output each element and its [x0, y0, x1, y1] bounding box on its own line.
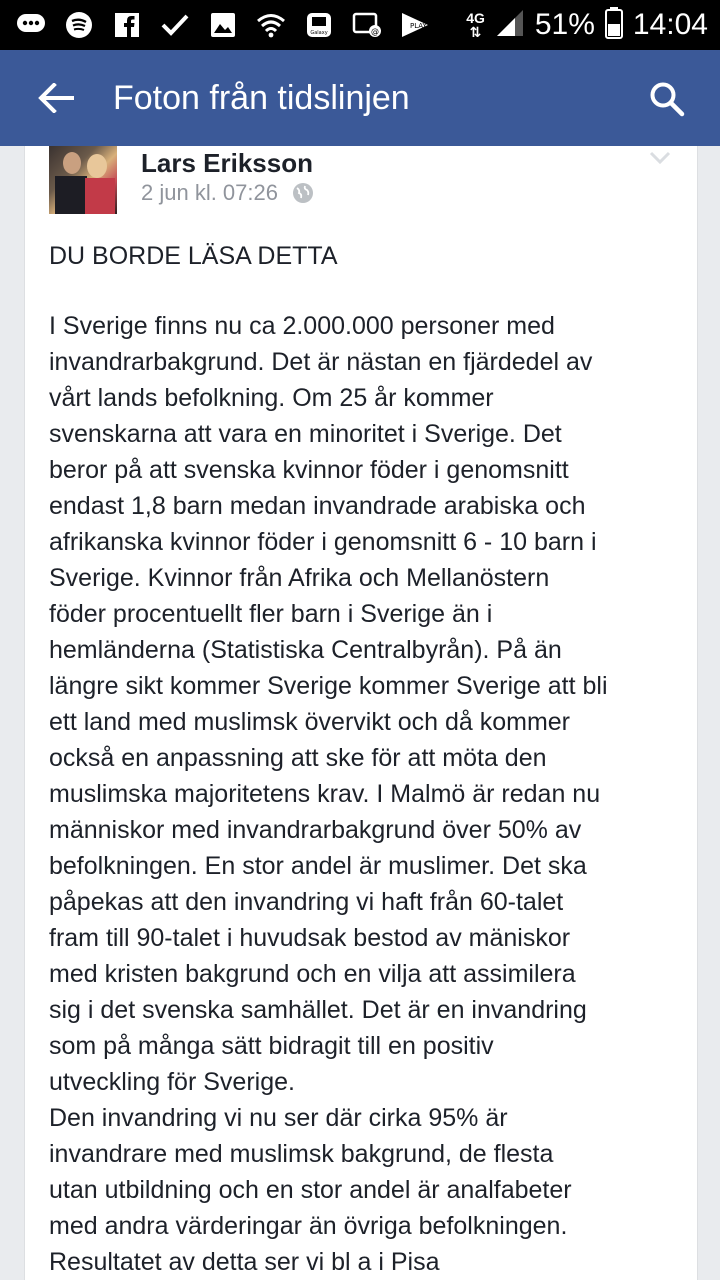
- network-indicator: [466, 11, 485, 39]
- post-text-line: som på många sätt bidragit till en positiv: [49, 1032, 494, 1060]
- post-text-line: Den invandring vi nu ser där cirka 95% är: [49, 1104, 508, 1132]
- svg-text:@: @: [371, 27, 379, 36]
- post-text-line: ett land med muslimsk övervikt och då kommer: [49, 708, 571, 736]
- post-text-line: I Sverige finns nu ca 2.000.000 personer med: [49, 312, 555, 340]
- post-text-line: utveckling för Sverige.: [49, 1068, 295, 1096]
- check-icon: [158, 10, 192, 40]
- back-button[interactable]: [30, 72, 82, 124]
- page-title: Foton från tidslinjen: [113, 79, 410, 117]
- svg-text:PLAY: PLAY: [410, 22, 427, 30]
- post-card: [24, 146, 698, 1280]
- post-text-line: längre sikt kommer Sverige kommer Sverige att bli: [49, 672, 608, 700]
- post-text-line: människor med invandrarbakgrund över 50% av: [49, 816, 582, 844]
- notification-icons: [14, 0, 432, 50]
- post-text: [49, 308, 679, 1280]
- avatar[interactable]: [49, 146, 117, 214]
- system-status: [466, 0, 708, 50]
- search-icon: [649, 81, 685, 117]
- post-text-line: afrikanska kvinnor föder i genomsnitt 6 - 10 barn i: [49, 528, 597, 556]
- signal-icon: [495, 8, 525, 43]
- network-type: 4G: [466, 10, 485, 26]
- post-text-line: endast 1,8 barn medan invandrade arabiska och: [49, 492, 586, 520]
- wifi-icon: [254, 10, 288, 40]
- chevron-down-icon: [649, 150, 671, 166]
- post-text-line: muslimska majoritetens krav. I Malmö är redan nu: [49, 780, 601, 808]
- post-options-button[interactable]: [649, 150, 671, 166]
- post-text-line: Sverige. Kvinnor från Afrika och Mellanöstern: [49, 564, 550, 592]
- post-text-line: påpekas att den invandring vi haft från 60-talet: [49, 888, 564, 916]
- search-button[interactable]: [642, 74, 692, 124]
- post-text-line: fram till 90-talet i huvudsak bestod av mäniskor: [49, 924, 571, 952]
- author-name[interactable]: Lars Eriksson: [141, 148, 313, 178]
- post-text-line: svenskarna att vara en minoritet i Sverige. Det: [49, 420, 562, 448]
- post-heading: DU BORDE LÄSA DETTA: [49, 242, 338, 270]
- post-text-line: hemländerna (Statistiska Centralbyrån). På än: [49, 636, 562, 664]
- data-arrows-icon: ⇅: [469, 24, 482, 40]
- post-text-line: med andra värderingar än övriga befolkningen.: [49, 1212, 568, 1240]
- app-bar: [0, 50, 720, 146]
- post-timestamp[interactable]: 2 jun kl. 07:26: [141, 180, 278, 205]
- post-text-line: vårt lands befolkning. Om 25 år kommer: [49, 384, 494, 412]
- post-text-line: Resultatet av detta ser vi bl a i Pisa: [49, 1248, 440, 1276]
- globe-icon: [292, 182, 314, 204]
- svg-text:Galaxy: Galaxy: [310, 30, 328, 36]
- clock: 14:04: [632, 8, 708, 41]
- galaxy-icon: [302, 10, 336, 40]
- facebook-icon: [110, 10, 144, 40]
- cast-icon: [350, 10, 384, 40]
- post-text-line: beror på att svenska kvinnor föder i genomsnitt: [49, 456, 569, 484]
- chat-icon: [14, 10, 48, 40]
- post-text-line: också en anpassning att ske för att möta den: [49, 744, 547, 772]
- battery-percent: 51%: [534, 8, 595, 41]
- post-meta: [141, 180, 314, 206]
- post-text-line: befolkningen. En stor andel är muslimer. Det ska: [49, 852, 587, 880]
- status-bar: [0, 0, 720, 50]
- post-text-line: föder procentuellt fler barn i Sverige än i: [49, 600, 493, 628]
- battery-icon: [605, 7, 623, 44]
- post-text-line: invandrarbakgrund. Det är nästan en fjärdedel av: [49, 348, 593, 376]
- gallery-icon: [206, 10, 240, 40]
- spotify-icon: [62, 10, 96, 40]
- play-icon: [398, 10, 432, 40]
- post-text-line: invandrare med muslimsk bakgrund, de flesta: [49, 1140, 554, 1168]
- post-text-line: med kristen bakgrund och en vilja att assimilera: [49, 960, 576, 988]
- post-text-line: sig i det svenska samhället. Det är en invandring: [49, 996, 587, 1024]
- post-text-line: utan utbildning och en stor andel är analfabeter: [49, 1176, 572, 1204]
- arrow-left-icon: [38, 83, 74, 113]
